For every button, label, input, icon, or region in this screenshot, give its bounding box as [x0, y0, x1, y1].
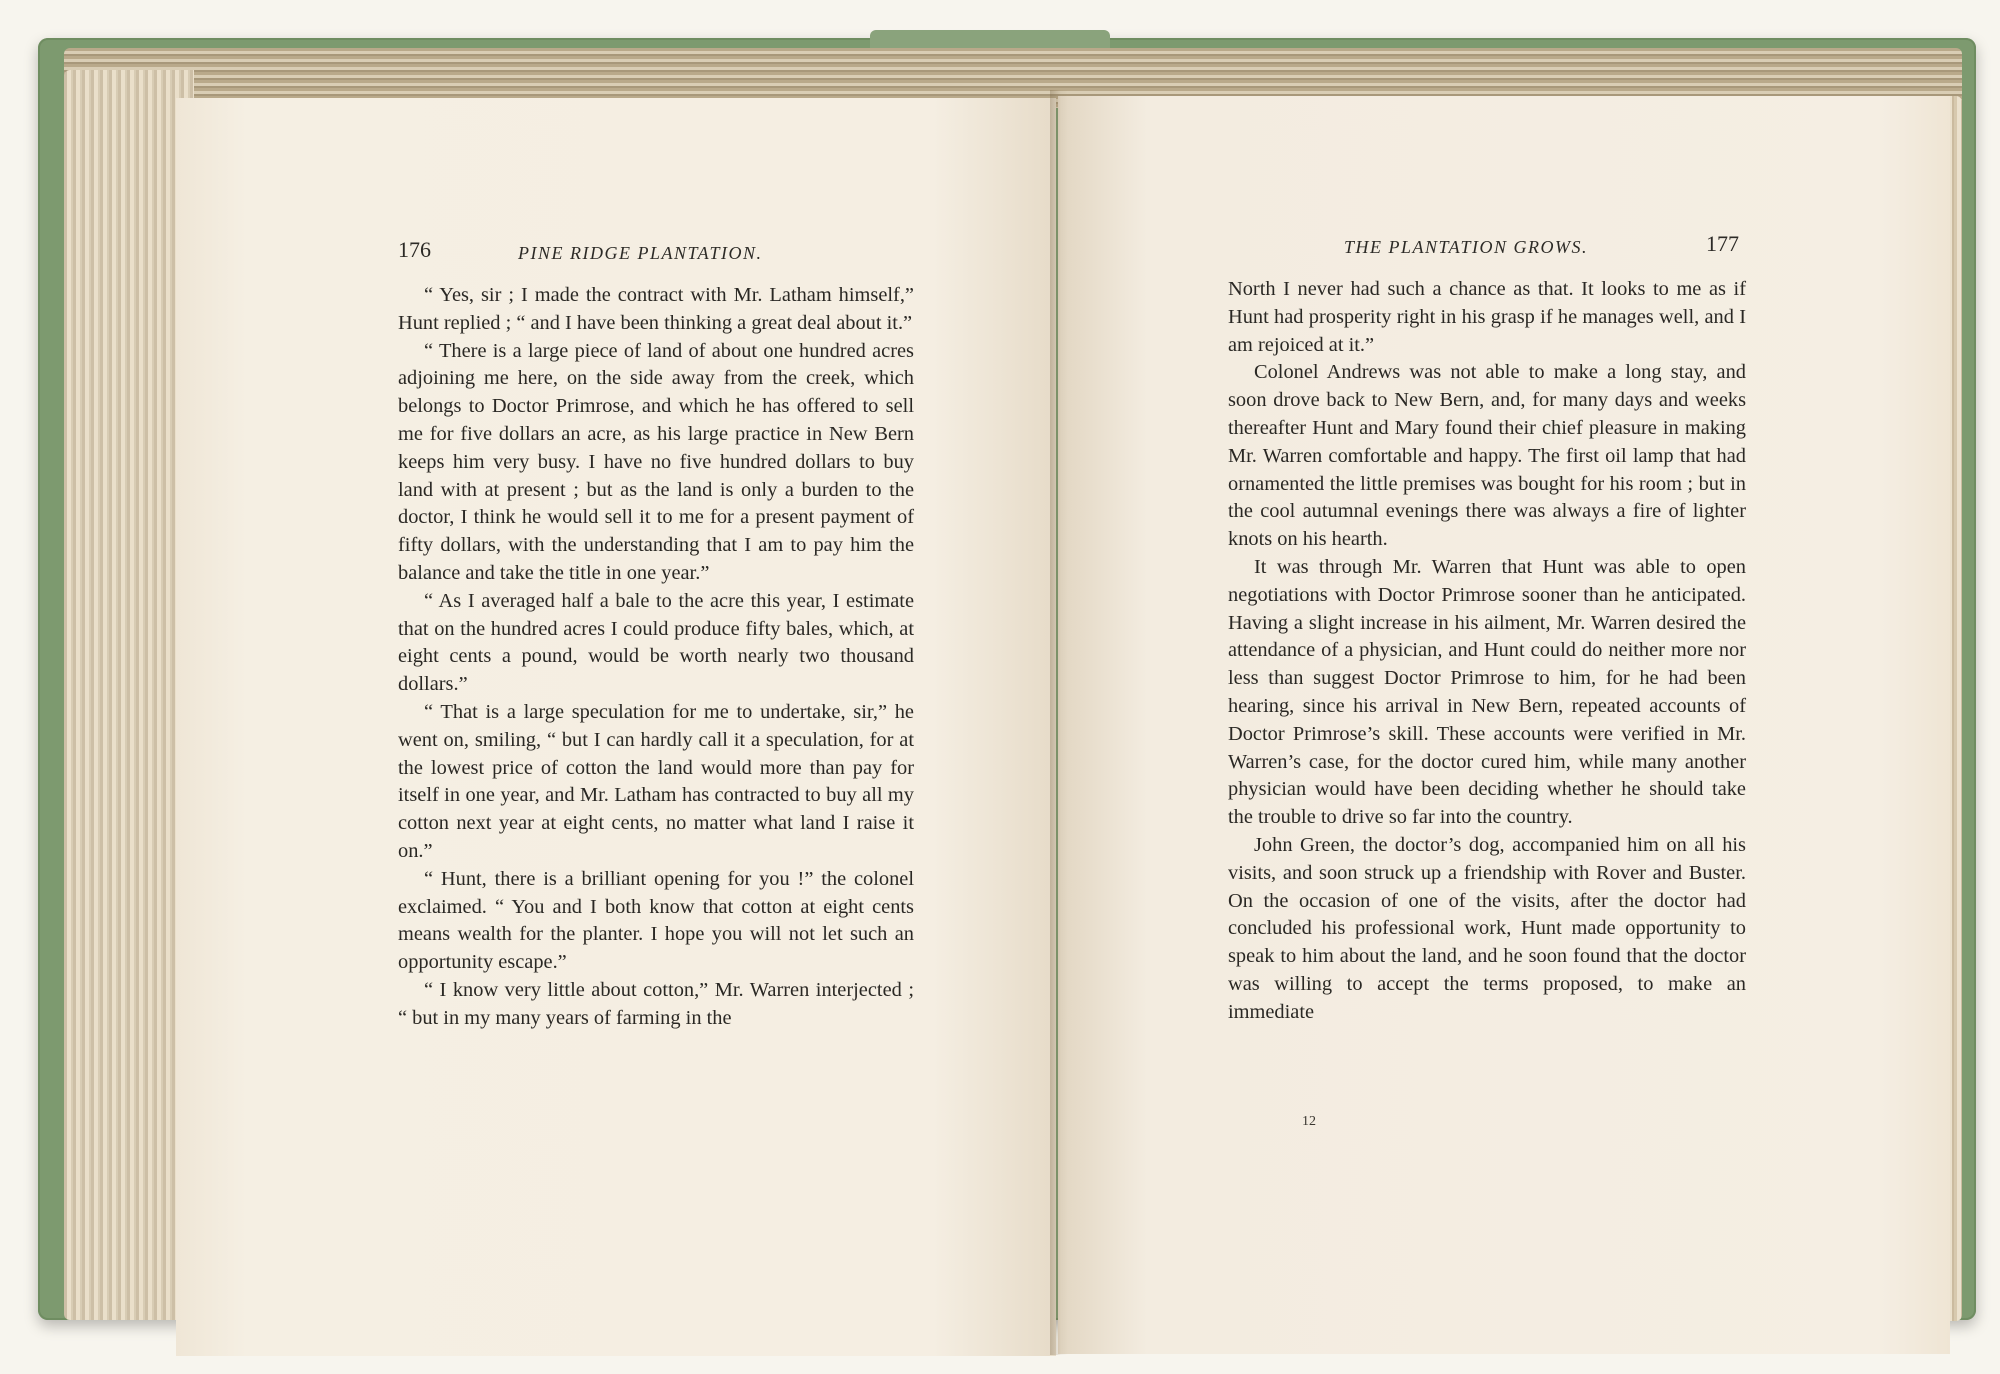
paragraph: “ As I averaged half a bale to the acre this year, I estimate that on the hundred acres I could produce fifty bales, which, at eight cents a pound, would be worth nearly two thousand dollars.” — [398, 589, 914, 696]
book-gutter — [1050, 90, 1068, 1355]
paragraph: “ Hunt, there is a brilliant opening for you !” the colonel exclaimed. “ You and I both know that cotton at eight cents means wealth for the planter. I hope you will not let such an opportunity escape.” — [398, 867, 914, 974]
right-page-text — [1228, 276, 1746, 1027]
page-edges-left — [64, 70, 194, 1320]
paragraph: It was through Mr. Warren that Hunt was able to open negotiations with Doctor Primrose sooner than he anticipated. Having a slight increase in his ailment, Mr. Warren desired the attendance of a physician, and Hunt could do neither more nor less than suggest Doctor Primrose to him, for he had been hearing, since his arrival in New Bern, repeated accounts of Doctor Primrose’s skill. These accounts were verified in Mr. Warren’s case, for the doctor cured him, while many another physician would have been deciding whether he should take the trouble to drive so far into the country. — [1228, 555, 1746, 829]
paragraph: Colonel Andrews was not able to make a long stay, and soon drove back to New Bern, and, for many days and weeks thereafter Hunt and Mary found their chief pleasure in making Mr. Warren comfortable and happy. The first oil lamp that had ornamented the little premises was bought for his room ; but in the cool autumnal evenings there was always a fire of lighter knots on his hearth. — [1228, 361, 1746, 551]
paragraph-continuation: North I never had such a chance as that. It looks to me as if Hunt had prosperity right in his grasp if he manages well, and I am rejoiced at it.” — [1228, 278, 1746, 356]
paragraph: “ That is a large speculation for me to undertake, sir,” he went on, smiling, “ but I can hardly call it a speculation, for at the lowest price of cotton the land would more than pay for itself in one year, and Mr. Latham has contracted to buy all my cotton next year at eight cents, no matter what land I raise it on.” — [398, 700, 914, 862]
paragraph: “ Yes, sir ; I made the contract with Mr. Latham himself,” Hunt replied ; “ and I have been thinking a great deal about it.” — [398, 284, 914, 334]
paragraph: John Green, the doctor’s dog, accompanied him on all his visits, and soon struck up a friendship with Rover and Buster. On the occasion of one of the visits, after the doctor had concluded his professional work, Hunt made opportunity to speak to him about the land, and he soon found that the doctor was willing to accept the terms proposed, to make an immediate — [1228, 833, 1746, 1023]
left-page-text — [398, 282, 914, 1033]
paragraph: “ I know very little about cotton,” Mr. Warren interjected ; “ but in my many years of farming in the — [398, 978, 914, 1029]
signature-mark: 12 — [1302, 1114, 1316, 1129]
paragraph: “ There is a large piece of land of about one hundred acres adjoining me here, on the side away from the creek, which belongs to Doctor Primrose, and which he has offered to sell me for five dollars an acre, as his large practice in New Bern keeps him very busy. I have no five hundred dollars to buy land with at present ; but as the land is only a burden to the doctor, I think he would sell it to me for a present payment of fifty dollars, with the understanding that I am to pay him the balance and take the title in one year.” — [398, 339, 914, 584]
left-running-title: PINE RIDGE PLANTATION. — [518, 243, 763, 263]
left-page-number: 176 — [398, 237, 431, 262]
right-page-number: 177 — [1706, 231, 1739, 256]
right-running-title: THE PLANTATION GROWS. — [1344, 237, 1589, 257]
